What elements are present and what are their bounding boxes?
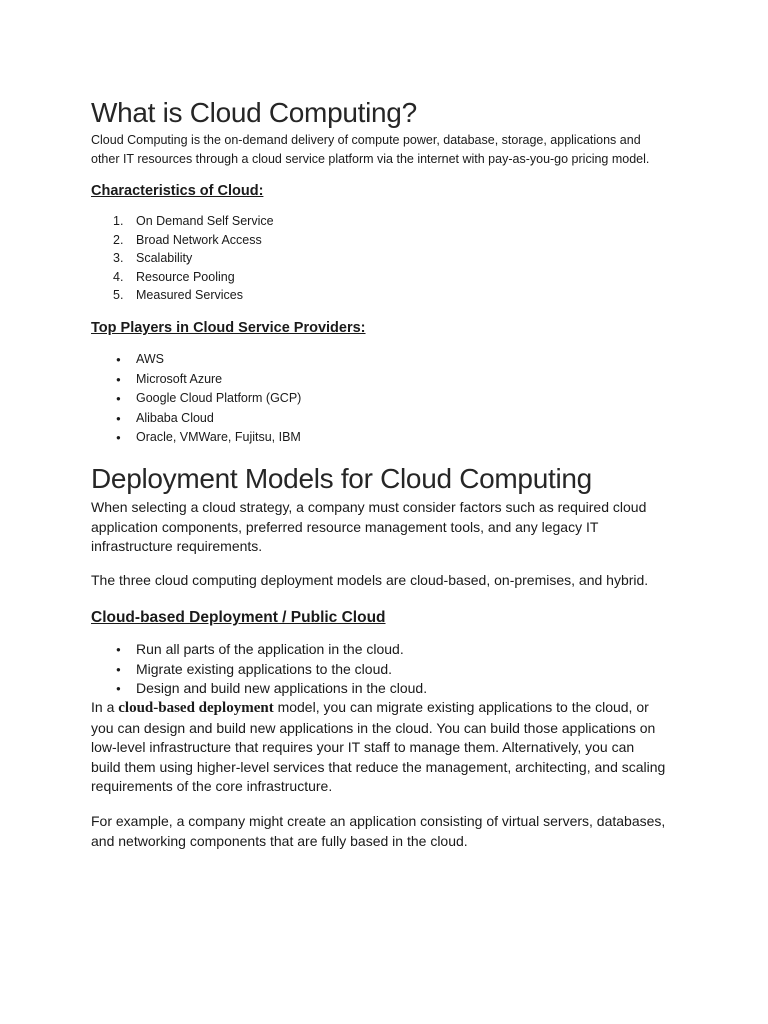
list-item: ● AWS — [91, 350, 491, 370]
page-title: What is Cloud Computing? — [91, 97, 417, 128]
cloud-based-list — [91, 640, 591, 699]
list-item: 5. Measured Services — [113, 288, 243, 302]
paragraph-line: you can design and build new applications in the cloud. You can build those applications on — [91, 719, 656, 736]
intro-paragraph — [91, 131, 691, 169]
cloud-based-heading: Cloud-based Deployment / Public Cloud — [91, 609, 386, 626]
list-item: 3. Scalability — [113, 251, 193, 265]
paragraph-line: build them using higher-level services that reduce the management, architecting, and scaling — [91, 758, 666, 775]
section-title: Deployment Models for Cloud Computing — [91, 463, 592, 494]
list-item: ● Design and build new applications in the cloud. — [91, 679, 591, 699]
list-item: ● Run all parts of the application in the cloud. — [91, 640, 591, 660]
bold-term: cloud-based deployment — [118, 700, 274, 716]
characteristics-heading: Characteristics of Cloud: — [91, 183, 264, 199]
list-item: ● Alibaba Cloud — [91, 409, 491, 429]
characteristics-list — [91, 212, 491, 305]
paragraph-line: infrastructure requirements. — [91, 538, 263, 554]
deployment-paragraph — [91, 498, 691, 557]
paragraph-line: low-level infrastructure that requires your IT staff to manage them. Alternatively, you can — [91, 739, 635, 755]
providers-heading: Top Players in Cloud Service Providers: — [91, 320, 366, 336]
paragraph-line: When selecting a cloud strategy, a company must consider factors such as required cloud — [91, 499, 647, 515]
list-item: ● Microsoft Azure — [91, 370, 491, 390]
list-item: 2. Broad Network Access — [113, 232, 262, 247]
paragraph-line: and networking components that are fully based in the cloud. — [91, 832, 468, 849]
paragraph-line: application components, preferred resource management tools, and any legacy IT — [91, 518, 599, 535]
paragraph-line: For example, a company might create an application consisting of virtual servers, databases, — [91, 813, 666, 829]
paragraph-line: In a cloud-based deployment model, you can migrate existing applications to the cloud, or — [91, 699, 649, 716]
list-item: ● Google Cloud Platform (GCP) — [91, 389, 491, 409]
intro-line: other IT resources through a cloud service platform via the internet with pay-as-you-go pricing model. — [91, 152, 650, 166]
providers-list — [91, 350, 491, 448]
list-item: 1. On Demand Self Service — [113, 214, 274, 228]
list-item: 4. Resource Pooling — [113, 269, 235, 284]
example-paragraph — [91, 812, 691, 851]
list-item: ● Oracle, VMWare, Fujitsu, IBM — [91, 428, 491, 448]
cloud-based-paragraph — [91, 698, 691, 797]
models-paragraph: The three cloud computing deployment models are cloud-based, on-premises, and hybrid. — [91, 572, 649, 588]
list-item: ● Migrate existing applications to the cloud. — [91, 660, 591, 680]
paragraph-line: requirements of the core infrastructure. — [91, 778, 333, 794]
intro-line: Cloud Computing is the on-demand delivery of compute power, database, storage, applications and — [91, 133, 641, 147]
